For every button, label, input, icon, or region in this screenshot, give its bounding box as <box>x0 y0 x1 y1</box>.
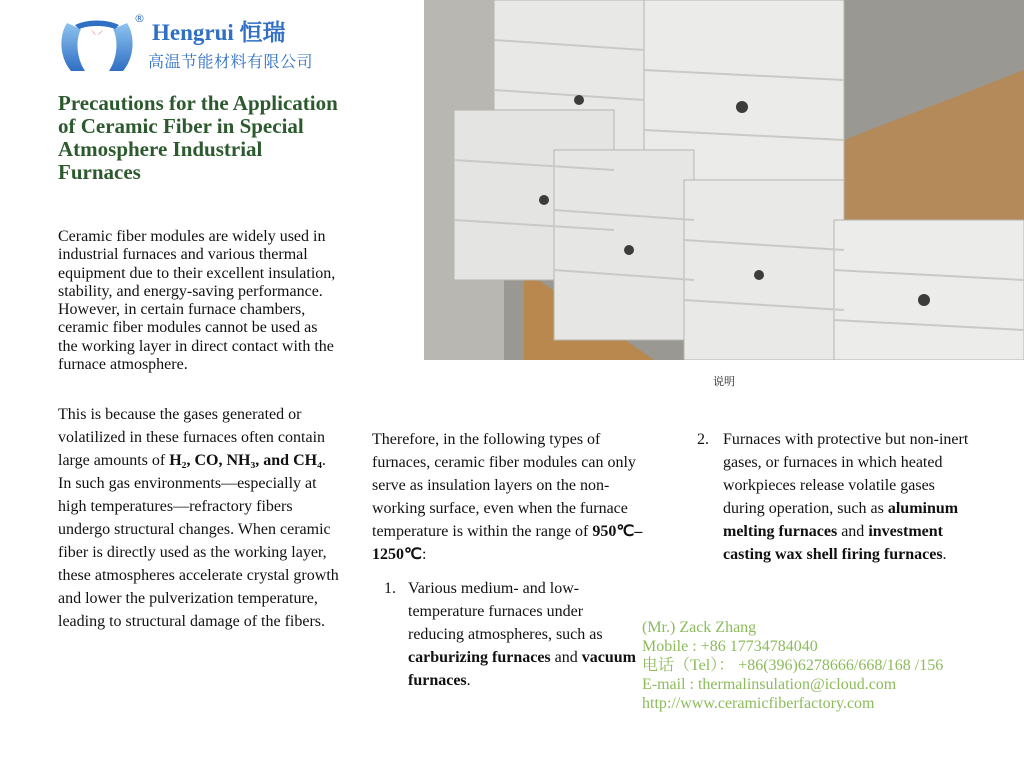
paragraph-text: Therefore, in the following types of furnaces, ceramic fiber modules can only serve as insulation layers on the non-working surface, even when the furnace temperature is within the range of <box>372 431 636 540</box>
brand-name: Hengrui 恒瑞 <box>152 20 286 45</box>
ceramic-fiber-modules-image <box>424 0 1024 360</box>
brand-subtitle: 高温节能材料有限公司 <box>148 52 314 71</box>
list-text: Various medium- and low-temperature furnaces under reducing atmospheres, such as <box>408 580 603 643</box>
logo-emblem-icon <box>57 15 137 77</box>
list-bold-term: aluminum melting furnaces <box>723 500 959 540</box>
logo-emblem-text: 恒瑞 <box>87 65 107 76</box>
temperature-range-bold: 950℃–1250℃ <box>372 523 643 563</box>
contact-tel: 电话（Tel）： +86(396)6278666/668/168 /156 <box>642 657 944 674</box>
list-text: and <box>550 649 582 666</box>
product-photo <box>424 0 1024 360</box>
paragraph-text: This is because the gases generated or volatilized in these furnaces often contain large amounts of <box>58 406 326 469</box>
list-text: . <box>466 672 471 689</box>
registered-mark: ® <box>134 12 145 25</box>
list-item-number: 1. <box>384 580 396 597</box>
company-logo <box>57 15 137 77</box>
gas-list-bold: H₂, CO, NH₃, and CH₄ <box>169 452 322 469</box>
list-bold-term: carburizing furnaces <box>408 649 551 666</box>
list-text: and <box>837 523 869 540</box>
list-bold-term: vacuum furnaces <box>408 649 636 689</box>
paragraph-text: . In such gas environments—especially at high temperatures—refractory fibers undergo structural changes. When ceramic fiber is directly used as the working layer, these atmospheres accelerate crystal growth and lower the pulverization temperature, leading to structural damage of the fibers. <box>58 452 339 630</box>
list-item-text <box>723 428 977 566</box>
intro-paragraph: Ceramic fiber modules are widely used in industrial furnaces and various thermal equipment due to their excellent insulation, stability, and energy-saving performance. However, in certain furnace chambers, ceramic fiber modules cannot be used as the working layer in direct contact with the furnace atmosphere. <box>58 228 336 374</box>
page-title: Precautions for the Application of Ceramic Fiber in Special Atmosphere Industrial Furnaces <box>58 91 338 184</box>
list-item-text <box>408 577 642 692</box>
contact-info <box>642 618 1022 713</box>
list-item-number: 2. <box>697 431 709 448</box>
list-bold-term: investment casting wax shell firing furnaces <box>723 523 943 563</box>
contact-email[interactable]: E-mail : thermalinsulation@icloud.com <box>642 676 897 693</box>
furnace-types-intro-paragraph <box>372 428 644 566</box>
photo-caption: 说明 <box>713 375 735 388</box>
paragraph-text: : <box>421 546 427 563</box>
list-text: Furnaces with protective but non-inert gases, or furnaces in which heated workpieces release volatile gases during operation, such as <box>723 431 969 517</box>
list-item <box>697 428 977 566</box>
contact-website-link[interactable]: http://www.ceramicfiberfactory.com <box>642 695 875 712</box>
list-item <box>372 577 642 692</box>
list-text: . <box>942 546 947 563</box>
contact-name: (Mr.) Zack Zhang <box>642 619 757 636</box>
contact-mobile: Mobile : +86 17734784040 <box>642 638 818 655</box>
gas-explanation-paragraph <box>58 403 340 633</box>
